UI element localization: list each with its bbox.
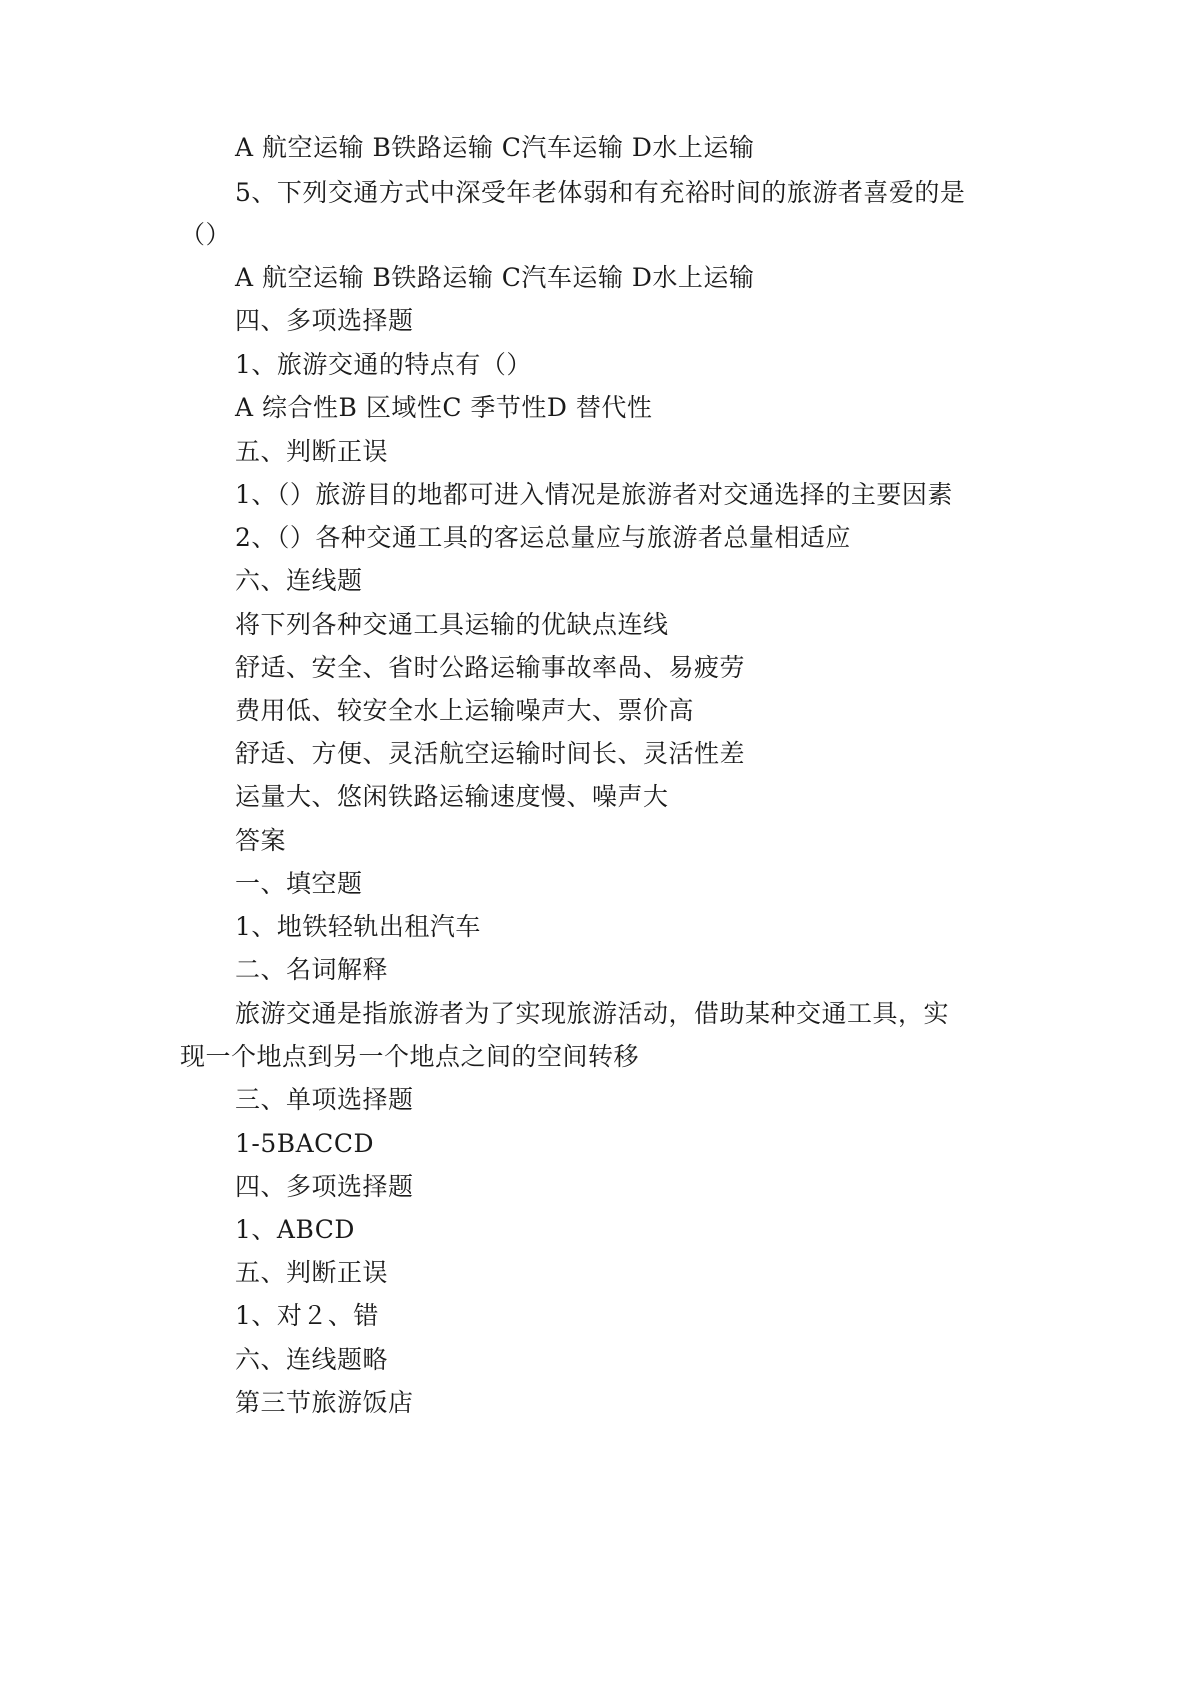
multiple-choice-options: A 综合性B 区域性C 季节性D 替代性 — [235, 393, 653, 422]
answer-fill-blank-1: 1、地铁轻轨出租汽车 — [235, 912, 481, 941]
answer-single-choice: 1-5BACCD — [235, 1129, 374, 1158]
answer-definition-line-1: 旅游交通是指旅游者为了实现旅游活动，借助某种交通工具，实 — [235, 999, 950, 1028]
matching-row-3: 舒适、方便、灵活航空运输时间长、灵活性差 — [235, 739, 746, 768]
answer-section-multiple-choice: 四、多项选择题 — [235, 1172, 414, 1201]
matching-row-2: 费用低、较安全水上运输噪声大、票价高 — [235, 696, 695, 725]
answer-definition-line-2: 现一个地点到另一个地点之间的空间转移 — [180, 1042, 640, 1071]
section-heading-true-false: 五、判断正误 — [235, 437, 389, 466]
section-heading-multiple-choice: 四、多项选择题 — [235, 306, 414, 335]
matching-instruction: 将下列各种交通工具运输的优缺点连线 — [235, 610, 669, 639]
answer-multiple-choice: 1、ABCD — [235, 1215, 355, 1244]
question-5-paren: （） — [180, 220, 232, 249]
answer-section-single-choice: 三、单项选择题 — [235, 1085, 414, 1114]
question-5: 5、下列交通方式中深受年老体弱和有充裕时间的旅游者喜爱的是 — [235, 178, 966, 207]
next-section-title: 第三节旅游饭店 — [235, 1388, 414, 1417]
true-false-item-1: 1、（）旅游目的地都可进入情况是旅游者对交通选择的主要因素 — [235, 480, 953, 509]
multiple-choice-question-1: 1、旅游交通的特点有（） — [235, 350, 532, 379]
answers-heading: 答案 — [235, 826, 287, 855]
option-line-q4: A 航空运输 B铁路运输 C汽车运输 D水上运输 — [235, 133, 755, 162]
answer-section-definition: 二、名词解释 — [235, 955, 389, 984]
answer-section-matching: 六、连线题略 — [235, 1345, 389, 1374]
true-false-item-2: 2、（）各种交通工具的客运总量应与旅游者总量相适应 — [235, 523, 851, 552]
answer-true-false: 1、对２、错 — [235, 1301, 379, 1330]
answer-section-true-false: 五、判断正误 — [235, 1258, 389, 1287]
option-line-q5: A 航空运输 B铁路运输 C汽车运输 D水上运输 — [235, 263, 755, 292]
matching-row-4: 运量大、悠闲铁路运输速度慢、噪声大 — [235, 782, 669, 811]
section-heading-matching: 六、连线题 — [235, 566, 363, 595]
answer-section-fill-blank: 一、填空题 — [235, 869, 363, 898]
matching-row-1: 舒适、安全、省时公路运输事故率咼、易疲劳 — [235, 653, 746, 682]
